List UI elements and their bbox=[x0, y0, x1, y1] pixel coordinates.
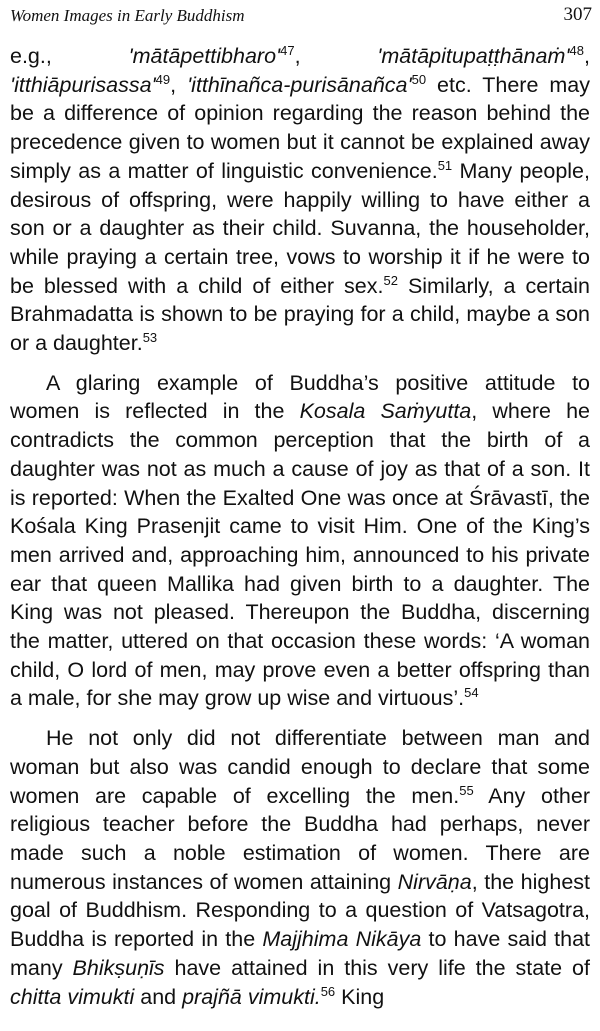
paragraph-text: A glaring example of Buddha’s positive attitude to women is reflected in the bbox=[10, 370, 590, 424]
paragraph-2 bbox=[10, 369, 590, 713]
footnote-ref-54: 54 bbox=[464, 685, 479, 701]
page-header bbox=[10, 2, 592, 32]
example-terms-line bbox=[10, 42, 590, 71]
footnote-ref-50: 50 bbox=[411, 71, 427, 87]
paragraph-text: to have said that many bbox=[10, 927, 590, 980]
italic-term-nirvana: Nirvāṇa bbox=[397, 869, 472, 894]
paragraph-text: , the highest goal of Buddhism. Responding to a question of Vatsagotra, Buddha is reported in the bbox=[10, 869, 590, 952]
paragraph-3 bbox=[10, 724, 590, 1011]
paragraph-text: have attained in this very life the state of bbox=[164, 955, 590, 980]
paragraph-text: etc. There may be a difference of opinion regarding the reason behind the precedence given to women but it cannot be explained away simply as a matter of linguistic convenience. bbox=[10, 72, 590, 183]
paragraph-text: and bbox=[134, 984, 183, 1009]
term-matapitupatthanam: '$mātāpitupaṭṭhānaṁ'^{48}$, bbox=[377, 43, 590, 68]
italic-term-chitta-vimukti: chitta vimukti bbox=[10, 984, 135, 1009]
italic-term-bhiksunis: Bhikṣuṇīs bbox=[72, 955, 165, 980]
footnote-ref-48: 48 bbox=[569, 43, 584, 58]
body-text bbox=[10, 42, 590, 1011]
footnote-ref-51: 51 bbox=[437, 157, 453, 173]
term-matapettibharo: '$mātāpettibharo'^{47}$, bbox=[128, 43, 301, 68]
italic-title-kosala-samyutta: Kosala Saṁyutta bbox=[299, 399, 472, 424]
paragraph-text: Any other religious teacher before the Buddha had perhaps, never made such a noble estimation of women. There are numerous instances of women attaining bbox=[10, 783, 590, 894]
footnote-ref-49: 49 bbox=[155, 71, 171, 87]
paragraph-text: Similarly, a certain Brahmadatta is shown to be praying for a child, maybe a son or a daughter. bbox=[10, 273, 591, 356]
footnote-ref-47: 47 bbox=[280, 43, 295, 58]
italic-title-majjhima-nikaya: Majjhima Nikāya bbox=[262, 927, 422, 952]
page-number: 307 bbox=[563, 4, 592, 25]
footnote-ref-56: 56 bbox=[320, 983, 336, 999]
term-itthiapurisassa: 'itthiāpurisassa' bbox=[10, 72, 156, 97]
paragraph-1: e.g., '$mātāpettibharo'^{47}$, '$mātāpitupaṭṭhānaṁ'^{48}$, '$itthiāpurisassa'^{49}$, '$itthīnañca-purisānañca'^{50}$ etc. There may be a difference of opinion regarding the reason behind the precedence given to women but it cannot be explained away simply as a matter of linguistic convenience.$^{51}$ Many people, desirous of offspring, were happily willing to have either a son or a daughter as their child. Suvanna, the householder, while praying a certain tree, vows to worship it if he were to be blessed with a child of either sex.$^{52}$ Similarly, a certain Brahmadatta is shown to be praying for a child, maybe a son or a daughter.$^{53}$ bbox=[10, 43, 591, 356]
italic-term-prajna-vimukti: prajñā vimukti. bbox=[182, 984, 321, 1009]
paragraph-text: King bbox=[335, 984, 385, 1009]
paragraph-text: Many people, desirous of offspring, were happily willing to have either a son or a daughter as their child. Suvanna, the householder, while praying a certain tree, vows to worship it if he were to be blessed with a child of either sex. bbox=[10, 158, 590, 298]
eg-label: e.g., bbox=[10, 44, 52, 68]
term-itthinanca-purisananca: 'itthīnañca-purisānañca' bbox=[187, 72, 412, 97]
footnote-ref-53: 53 bbox=[142, 330, 158, 346]
footnote-ref-55: 55 bbox=[459, 782, 474, 798]
running-title: Women Images in Early Buddhism bbox=[10, 6, 245, 25]
paragraph-text: He not only did not differentiate between man and woman but also was candid enough to declare that some women are capable of excelling the men. bbox=[10, 726, 590, 808]
paragraph-text: , where he contradicts the common perception that the birth of a daughter was not as much a cause of joy as that of a son. It is reported: When the Exalted One was once at Śrāvastī, the Kośala King Prasenjit came to visit Him. One of the King’s men arrived and, approaching him, announced to his private ear that queen Mallika had given birth to a daughter. The King was not pleased. Thereupon the Buddha, discerning the matter, uttered on that occasion these words: ‘A woman child, O lord of men, may prove even a better offspring than a male, for she may grow up wise and virtuous’. bbox=[10, 399, 590, 711]
footnote-ref-52: 52 bbox=[383, 272, 398, 288]
